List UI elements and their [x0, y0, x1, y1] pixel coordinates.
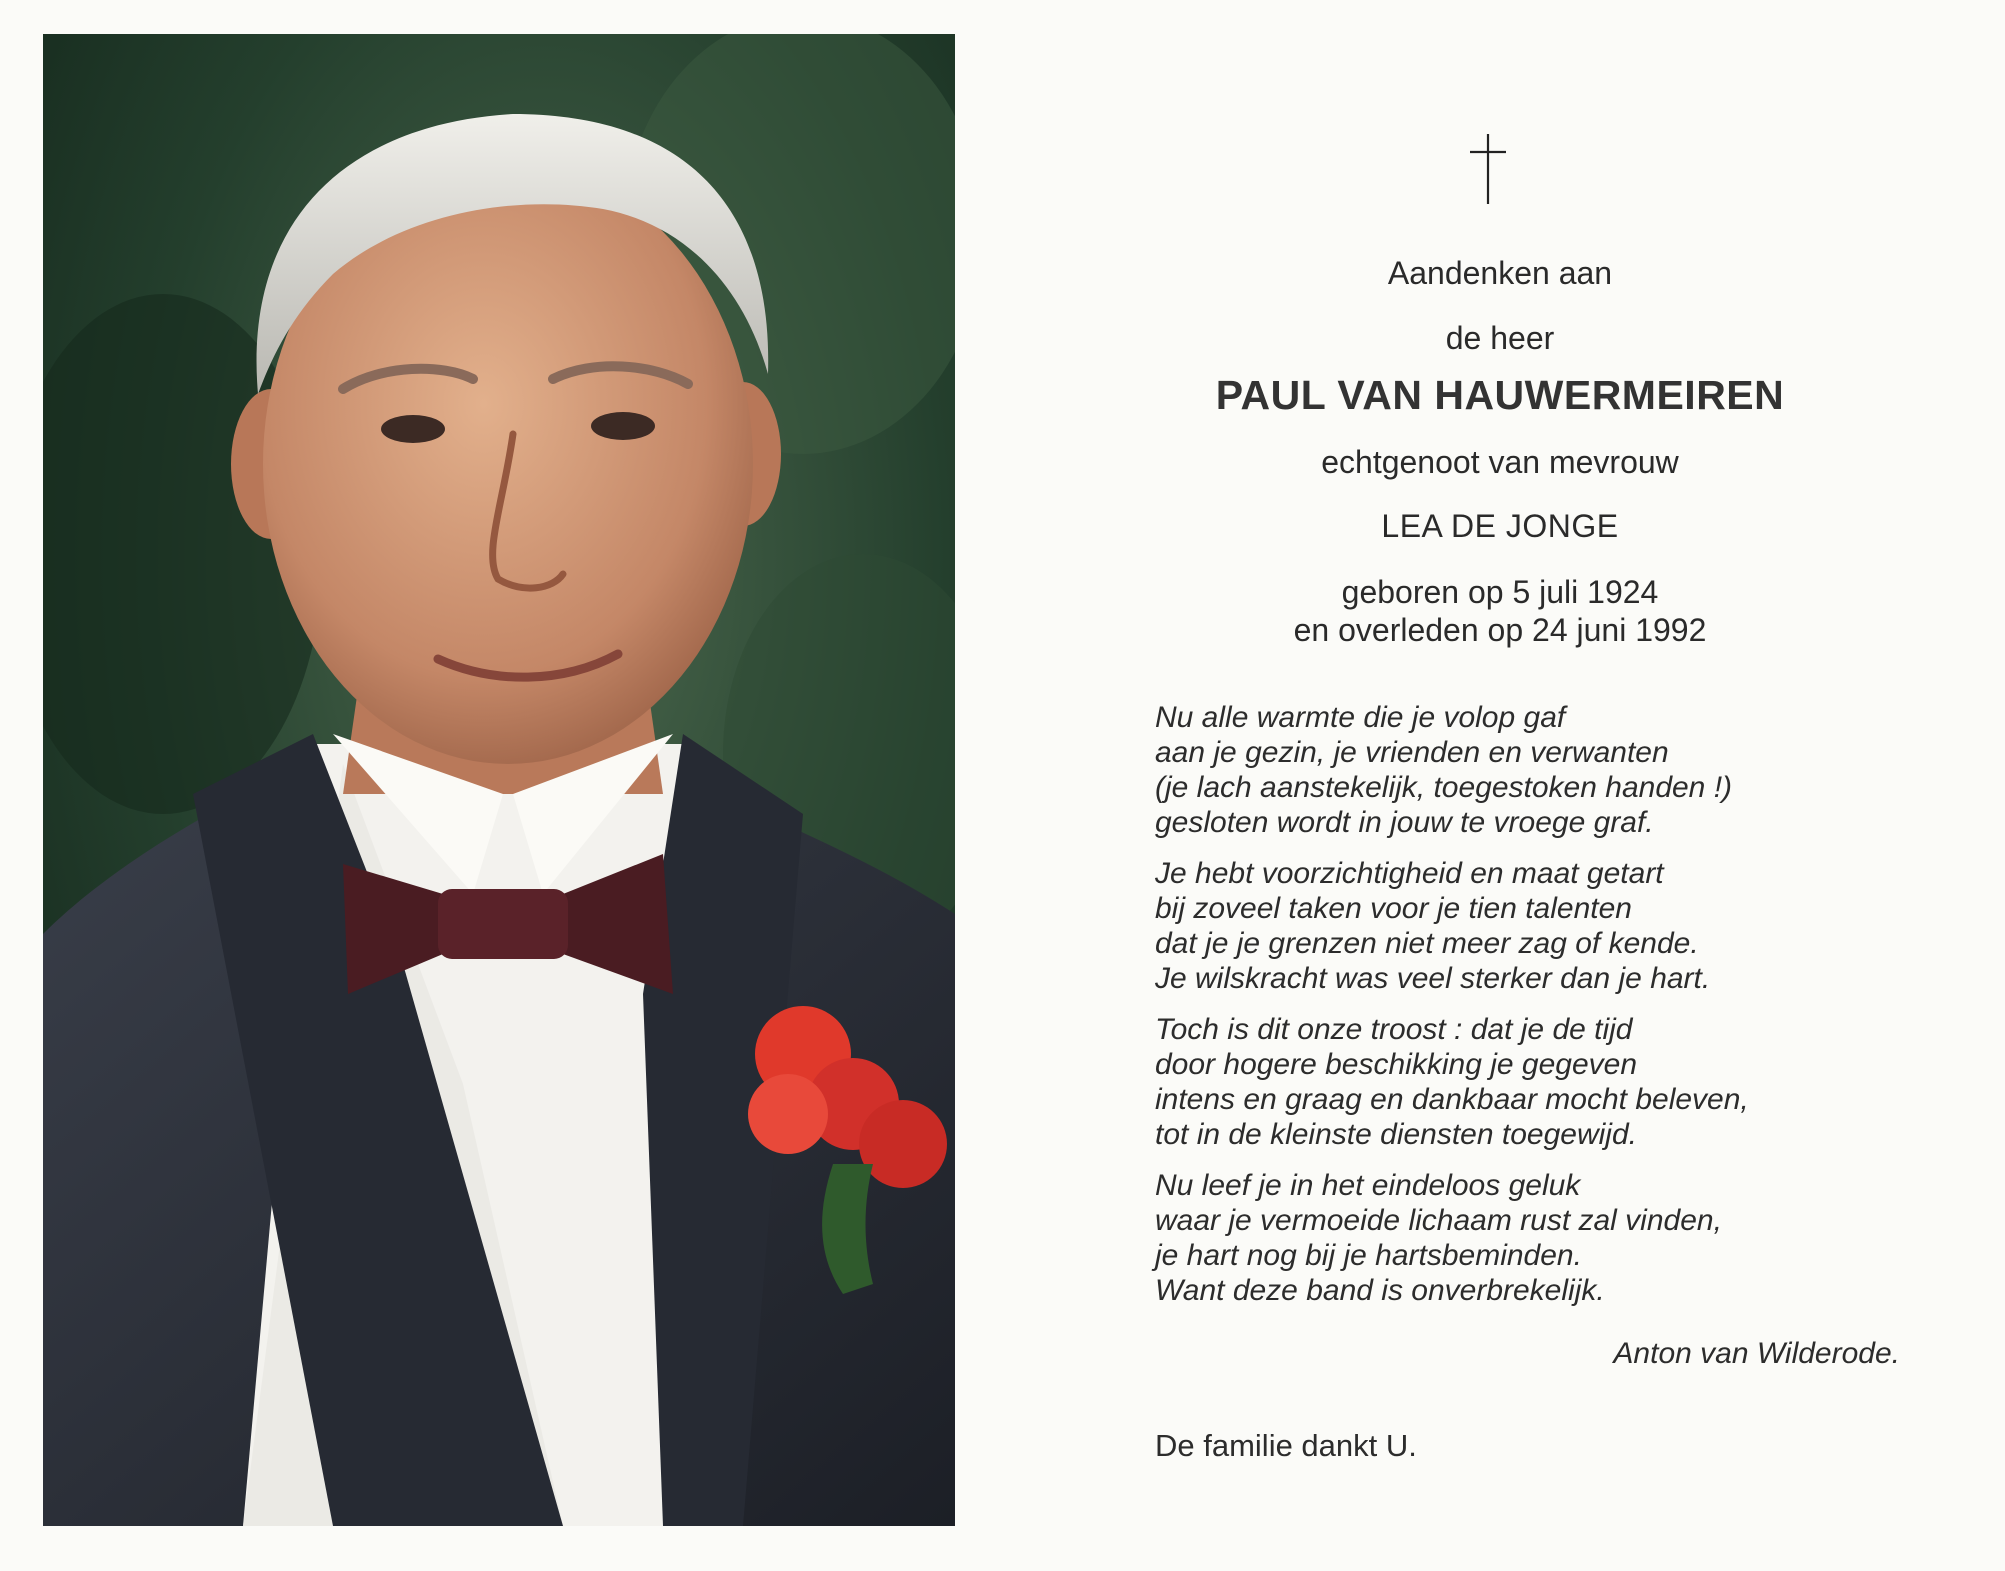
poem-line: waar je vermoeide lichaam rust zal vinden,	[1155, 1204, 1722, 1237]
poem-line: gesloten wordt in jouw te vroege graf.	[1155, 806, 1654, 839]
poem-line: aan je gezin, je vrienden en verwanten	[1155, 736, 1669, 769]
poem-stanza-3	[1155, 1012, 1955, 1152]
poem-line: Nu leef je in het eindeloos geluk	[1155, 1169, 1581, 1202]
died-line: en overleden op 24 juni 1992	[1293, 612, 1707, 648]
poem-stanza-2	[1155, 856, 1955, 996]
spouse-line: echtgenoot van mevrouw	[1321, 444, 1679, 480]
memorial-line: Aandenken aan	[1387, 255, 1613, 291]
born-line: geboren op 5 juli 1924	[1341, 574, 1659, 610]
poem-author: Anton van Wilderode.	[1613, 1337, 1900, 1370]
spouse-name: LEA DE JONGE	[1381, 508, 1619, 544]
poem-line: dat je je grenzen niet meer zag of kende.	[1155, 927, 1699, 960]
poem-line: Want deze band is onverbrekelijk.	[1155, 1274, 1605, 1307]
poem-line: Je wilskracht was veel sterker dan je hart.	[1155, 962, 1711, 995]
poem-line: Je hebt voorzichtigheid en maat getart	[1155, 857, 1664, 890]
poem-stanza-1	[1155, 700, 1955, 840]
memorial-text	[1040, 0, 1960, 1571]
family-thanks: De familie dankt U.	[1155, 1428, 1417, 1463]
poem-line: door hogere beschikking je gegeven	[1155, 1048, 1638, 1081]
poem-stanza-4	[1155, 1168, 1955, 1308]
poem-line: bij zoveel taken voor je tien talenten	[1155, 892, 1632, 925]
poem-line: Toch is dit onze troost : dat je de tijd	[1155, 1013, 1633, 1046]
portrait-photo	[43, 34, 955, 1526]
poem-line: tot in de kleinste diensten toegewijd.	[1155, 1118, 1637, 1151]
poem	[1155, 700, 1955, 1324]
deceased-name: PAUL VAN HAUWERMEIREN	[1215, 372, 1785, 418]
poem-line: je hart nog bij je hartsbeminden.	[1155, 1239, 1582, 1272]
poem-line: intens en graag en dankbaar mocht beleven,	[1155, 1083, 1749, 1116]
portrait-illustration	[43, 34, 955, 1526]
honorific: de heer	[1445, 320, 1555, 356]
poem-line: (je lach aanstekelijk, toegestoken handen !)	[1155, 771, 1733, 804]
poem-line: Nu alle warmte die je volop gaf	[1155, 701, 1566, 734]
cross-icon	[1466, 132, 1510, 206]
